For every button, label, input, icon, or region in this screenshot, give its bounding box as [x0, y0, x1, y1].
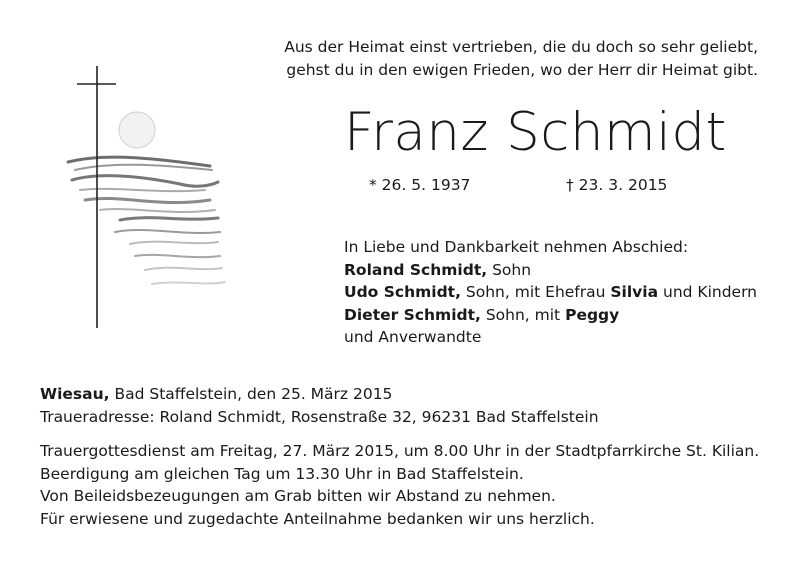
moon-icon — [119, 112, 155, 148]
verse-line-2: gehst du in den ewigen Frieden, wo der Herr dir Heimat gibt. — [286, 61, 758, 79]
place-rest: Bad Staffelstein, den 25. März 2015 — [109, 385, 393, 403]
mourner-relation: Sohn, mit — [480, 305, 566, 324]
mourning-address: Traueradresse: Roland Schmidt, Rosenstraße 32, 96231 Bad Staffelstein — [40, 407, 599, 426]
place-date-line — [40, 383, 759, 406]
mourner-name: Udo Schmidt, — [344, 283, 461, 301]
mourner-tail: und Kindern — [658, 283, 757, 301]
mourner-relation: Sohn — [487, 260, 532, 279]
mourner-partner: Silvia — [610, 283, 659, 301]
cross-landscape-illustration — [60, 58, 230, 333]
death-date: † 23. 3. 2015 — [566, 176, 668, 194]
birth-date: * 26. 5. 1937 — [369, 176, 471, 194]
mourner-row — [344, 259, 757, 282]
verse-line-1: Aus der Heimat einst vertrieben, die du doch so sehr geliebt, — [284, 38, 758, 56]
mourners-block — [344, 236, 757, 349]
deceased-name: Franz Schmidt — [344, 102, 727, 163]
mourner-row — [344, 281, 757, 304]
mourners-intro: In Liebe und Dankbarkeit nehmen Abschied: — [344, 238, 689, 256]
mourner-partner: Peggy — [565, 305, 620, 324]
thanks-note: Für erwiesene und zugedachte Anteilnahme bedanken wir uns herzlich. — [40, 509, 595, 528]
condolence-note: Von Beileidsbezeugungen am Grab bitten wir Abstand zu nehmen. — [40, 487, 556, 505]
memorial-verse — [284, 36, 758, 82]
cross-icon — [77, 66, 116, 328]
burial-info: Beerdigung am gleichen Tag um 13.30 Uhr in Bad Staffelstein. — [40, 464, 524, 483]
mourner-row — [344, 304, 757, 327]
mourner-name: Dieter Schmidt, — [344, 305, 481, 324]
place-bold: Wiesau, — [40, 385, 110, 403]
service-info: Trauergottesdienst am Freitag, 27. März 2015, um 8.00 Uhr in der Stadtpfarrkirche St. Kilian. — [40, 442, 760, 460]
mourner-relation: Sohn, mit Ehefrau — [460, 283, 611, 301]
mourner-name: Roland Schmidt, — [344, 260, 488, 279]
mourners-relatives: und Anverwandte — [344, 328, 482, 346]
funeral-details — [40, 383, 759, 530]
landscape-sketch — [68, 157, 225, 284]
